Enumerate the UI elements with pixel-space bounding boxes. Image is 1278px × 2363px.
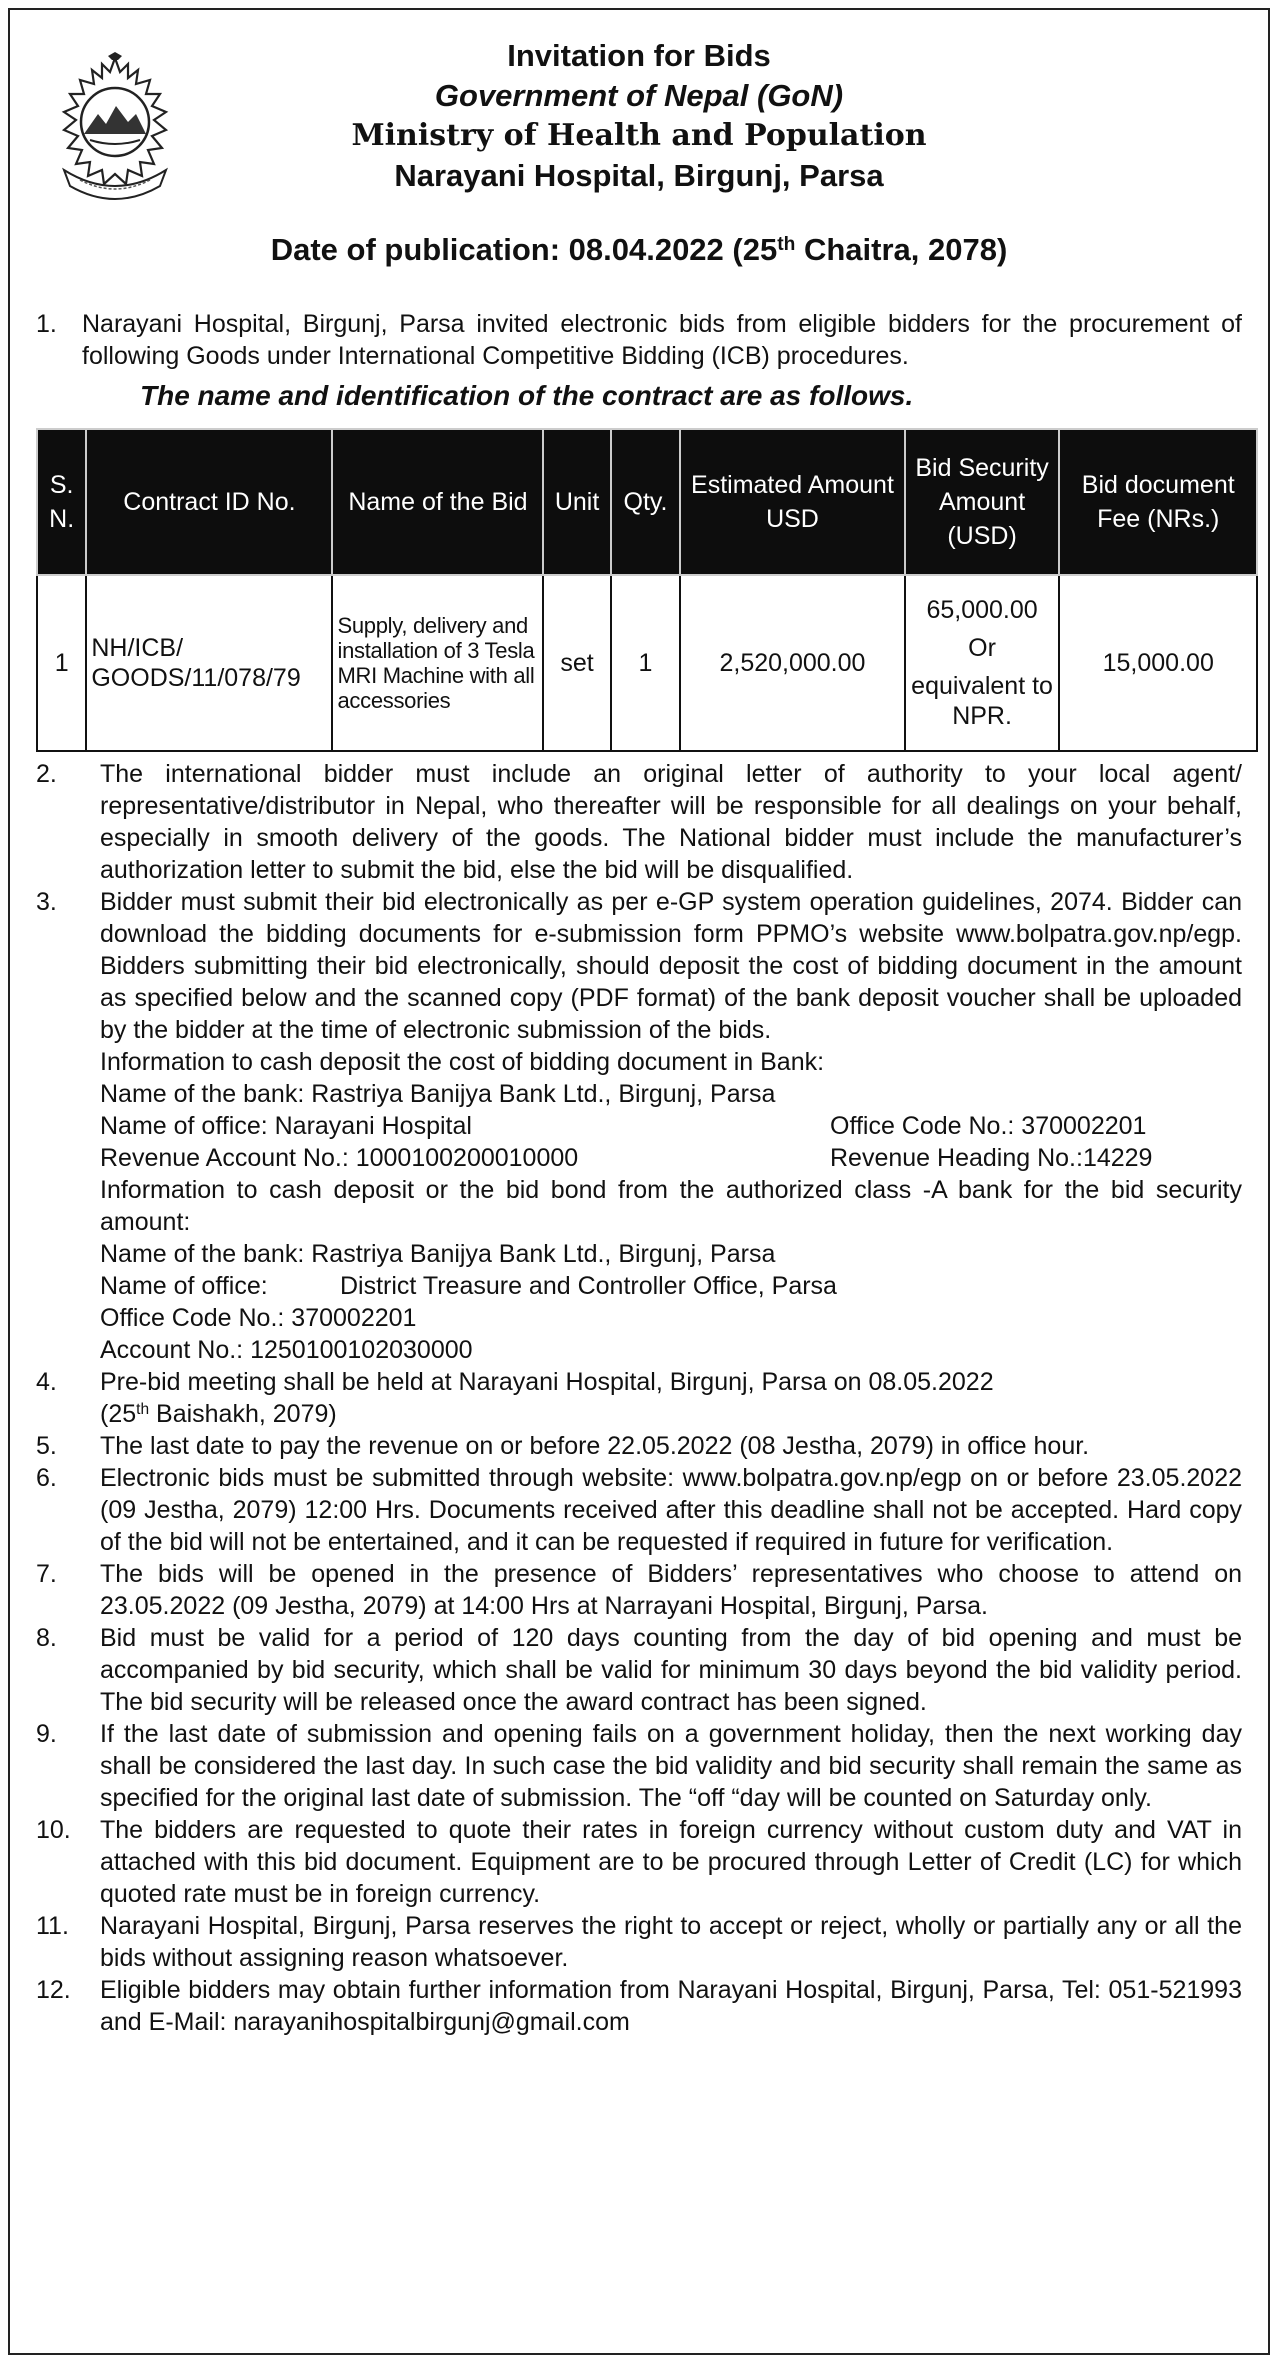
cell-security <box>905 575 1060 751</box>
item-text: Bid must be valid for a period of 120 days counting from the day of bid opening and must be accompanied by bid security, which shall be valid for minimum 30 days beyond the bid validity period. The bid security will be released once the award contract has been signed. <box>100 1624 1242 1716</box>
intro-text: Narayani Hospital, Birgunj, Parsa invited electronic bids from eligible bidders for the procurement of following Goods under International Competitive Bidding (ICB) procedures. <box>82 310 1242 370</box>
list-item <box>36 1814 1242 1910</box>
col-estimated: Estimated Amount USD <box>680 429 904 575</box>
list-item <box>36 1974 1242 2038</box>
table-heading: The name and identification of the contract are as follows. <box>140 380 914 411</box>
item-number: 7. <box>36 1560 57 1588</box>
table-header-row <box>37 429 1257 575</box>
col-qty: Qty. <box>611 429 681 575</box>
government-name: Government of Nepal (GoN) <box>434 78 844 113</box>
item-number: 1. <box>36 310 57 338</box>
publication-date: Date of publication: 08.04.2022 (25th Chaitra, 2078) <box>270 232 1008 267</box>
office-label: Name of office: <box>100 1272 268 1300</box>
item-number: 10. <box>36 1816 71 1844</box>
doc-title: Invitation for Bids <box>507 38 771 73</box>
list-item <box>36 1558 1242 1622</box>
item-number: 9. <box>36 1720 57 1748</box>
security-or: Or <box>968 634 996 662</box>
list-item <box>36 1462 1242 1558</box>
cell-contract-id: NH/ICB/ GOODS/11/078/79 <box>86 575 332 751</box>
item-text: The international bidder must include an original letter of authority to your local agent/ representative/distributor in Nepal, who thereafter will be responsible for all dealings on your behalf, especially in smooth delivery of the goods. The National bidder must include the manufacturer’s authorization letter to submit the bid, else the bid will be disqualified. <box>100 760 1242 884</box>
cell-qty: 1 <box>611 575 681 751</box>
bank-name: Name of the bank: Rastriya Banijya Bank Ltd., Birgunj, Parsa <box>100 1240 776 1268</box>
list-item <box>36 1430 1242 1462</box>
item-text: The bidders are requested to quote their rates in foreign currency without custom duty and VAT in attached with this bid document. Equipment are to be procured through Letter of Credit (LC) for which quoted rate must be in foreign currency. <box>100 1816 1242 1908</box>
office-name: Name of office: Narayani Hospital <box>100 1112 472 1140</box>
bond-info: Information to cash deposit or the bid bond from the authorized class -A bank for the bid security amount: <box>100 1176 1242 1236</box>
conditions-list <box>36 758 1242 2038</box>
item-text: Narayani Hospital, Birgunj, Parsa reserves the right to accept or reject, wholly or partially any or all the bids without assigning reason whatsoever. <box>100 1912 1242 1972</box>
list-item <box>36 1910 1242 1974</box>
office-code: Office Code No.: 370002201 <box>830 1112 1147 1140</box>
intro-paragraph <box>36 308 1242 372</box>
ministry-name: Ministry of Health and Population <box>351 118 927 153</box>
office-value: District Treasure and Controller Office, Parsa <box>340 1272 837 1300</box>
col-contract-id: Contract ID No. <box>86 429 332 575</box>
item-text-date: (25th Baishakh, 2079) <box>100 1400 337 1428</box>
cell-unit: set <box>543 575 610 751</box>
item-number: 2. <box>36 760 57 788</box>
col-bid-name: Name of the Bid <box>332 429 543 575</box>
item-text: Pre-bid meeting shall be held at Narayani Hospital, Birgunj, Parsa on 08.05.2022 <box>100 1368 994 1396</box>
col-security: Bid Security Amount (USD) <box>905 429 1060 575</box>
list-item <box>36 1718 1242 1814</box>
list-item <box>36 886 1242 1366</box>
item-number: 8. <box>36 1624 57 1652</box>
security-equivalent: equivalent to NPR. <box>911 672 1053 730</box>
cell-estimated: 2,520,000.00 <box>680 575 904 751</box>
item-number: 12. <box>36 1976 71 2004</box>
table-row <box>37 575 1257 751</box>
item-text: If the last date of submission and opening fails on a government holiday, then the next working day shall be considered the last day. In such case the bid validity and bid security shall remain the same as specified for the original last date of submission. The “off “day will be counted on Saturday only. <box>100 1720 1242 1812</box>
account-number: Account No.: 1250100102030000 <box>100 1336 473 1364</box>
item-number: 3. <box>36 888 57 916</box>
item-text: Eligible bidders may obtain further information from Narayani Hospital, Birgunj, Parsa, Tel: 051-521993 and E-Mail: narayanihospitalbirgunj@gmail.com <box>100 1976 1242 2036</box>
revenue-account: Revenue Account No.: 1000100200010000 <box>100 1144 579 1172</box>
item-text: Electronic bids must be submitted through website: www.bolpatra.gov.np/egp on or before 23.05.2022 (09 Jestha, 2079) 12:00 Hrs. Documents received after this deadline shall not be accepted. Hard copy of the bid will not be entertained, and it can be requested if required in future for verification. <box>100 1464 1242 1556</box>
item-text: The last date to pay the revenue on or before 22.05.2022 (08 Jestha, 2079) in office hour. <box>100 1432 1090 1460</box>
bid-table <box>36 428 1258 752</box>
col-unit: Unit <box>543 429 610 575</box>
list-item <box>36 1622 1242 1718</box>
item-text: Bidder must submit their bid electronically as per e-GP system operation guidelines, 2074. Bidder can download the bidding documents for e-submission form PPMO’s website www.bolpatra.gov.np/egp. Bidders submitting their bid electronically, should deposit the cost of bidding document in the amount as specified below and the scanned copy (PDF format) of the bank deposit voucher shall be uploaded by the bidder at the time of electronic submission of the bids. <box>100 888 1242 1044</box>
office-code: Office Code No.: 370002201 <box>100 1304 417 1332</box>
cell-bid-name: Supply, delivery and installation of 3 Tesla MRI Machine with all accessories <box>332 575 543 751</box>
item-text: The bids will be opened in the presence of Bidders’ representatives who choose to attend on 23.05.2022 (09 Jestha, 2079) at 14:00 Hrs at Narrayani Hospital, Birgunj, Parsa. <box>100 1560 1242 1620</box>
cell-sn: 1 <box>37 575 86 751</box>
list-item <box>36 758 1242 886</box>
col-fee: Bid document Fee (NRs.) <box>1059 429 1257 575</box>
item-number: 6. <box>36 1464 57 1492</box>
item-number: 4. <box>36 1368 57 1396</box>
revenue-heading: Revenue Heading No.:14229 <box>830 1144 1153 1172</box>
item-number: 5. <box>36 1432 57 1460</box>
hospital-name: Narayani Hospital, Birgunj, Parsa <box>394 158 884 193</box>
bank-name: Name of the bank: Rastriya Banijya Bank Ltd., Birgunj, Parsa <box>100 1080 776 1108</box>
item-number: 11. <box>36 1912 69 1940</box>
cash-info: Information to cash deposit the cost of bidding document in Bank: <box>100 1048 825 1076</box>
document-frame <box>8 8 1270 2355</box>
security-amount: 65,000.00 <box>926 596 1038 624</box>
list-item <box>36 1366 1242 1430</box>
cell-fee: 15,000.00 <box>1059 575 1257 751</box>
col-sn: S. N. <box>37 429 86 575</box>
